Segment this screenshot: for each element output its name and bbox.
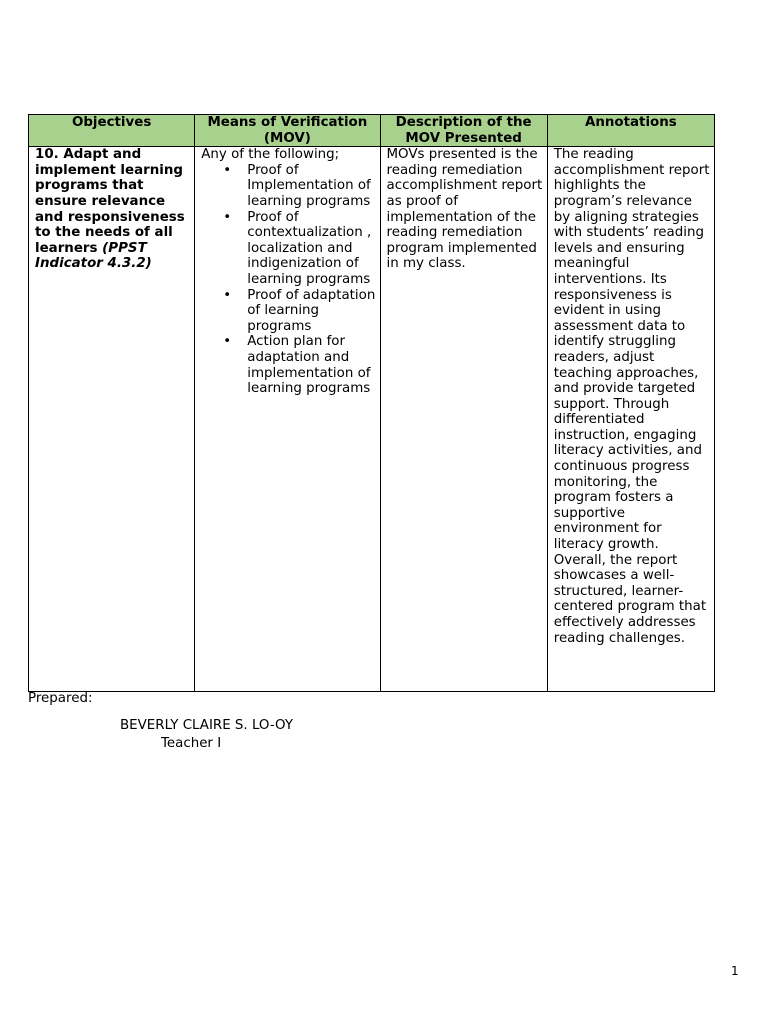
mov-list-item: • Proof of contextualization , localization and indigenization of learning programs: [247, 210, 375, 288]
page-number: 1: [731, 964, 739, 978]
table-row: [29, 147, 715, 692]
header-annotations: Annotations: [547, 115, 714, 147]
mov-cell: [195, 147, 380, 692]
header-objectives: Objectives: [29, 115, 195, 147]
preparer-position: Teacher I: [161, 736, 222, 751]
mov-intro: Any of the following;: [201, 147, 340, 163]
preparer-name: BEVERLY CLAIRE S. LO-OY: [120, 718, 294, 733]
mov-list-item: • Proof of Implementation of learning programs: [247, 163, 375, 210]
mov-list-item: • Proof of adaptation of learning programs: [247, 288, 375, 335]
description-cell: MOVs presented is the reading remediation accomplishment report as proof of implementation of the reading remediation program implemented in my class.: [380, 147, 547, 692]
prepared-label: Prepared:: [28, 691, 93, 706]
mov-list: [201, 163, 375, 397]
header-description: Description of the MOV Presented: [380, 115, 547, 147]
header-mov: Means of Verification (MOV): [195, 115, 380, 147]
objective-indicator: (PPST Indicator 4.3.2): [35, 240, 152, 272]
annotation-cell: The reading accomplishment report highlights the program’s relevance by aligning strategies with students’ reading levels and ensuring meaningful interventions. Its responsiveness is evident in using assessment data to identify struggling readers, adjust teaching approaches, and provide targeted support. Through differentiated instruction, engaging literacy activities, and continuous progress monitoring, the program fosters a supportive environment for literacy growth. Overall, the report showcases a well-structured, learner-centered program that effectively addresses reading challenges.: [547, 147, 714, 692]
mov-table: [28, 114, 715, 692]
table-header-row: [29, 115, 715, 147]
mov-list-item: • Action plan for adaptation and implementation of learning programs: [247, 334, 375, 396]
objective-cell: [29, 147, 195, 692]
objective-text: 10. Adapt and implement learning programs that ensure relevance and responsiveness to the needs of all learners: [35, 147, 185, 256]
